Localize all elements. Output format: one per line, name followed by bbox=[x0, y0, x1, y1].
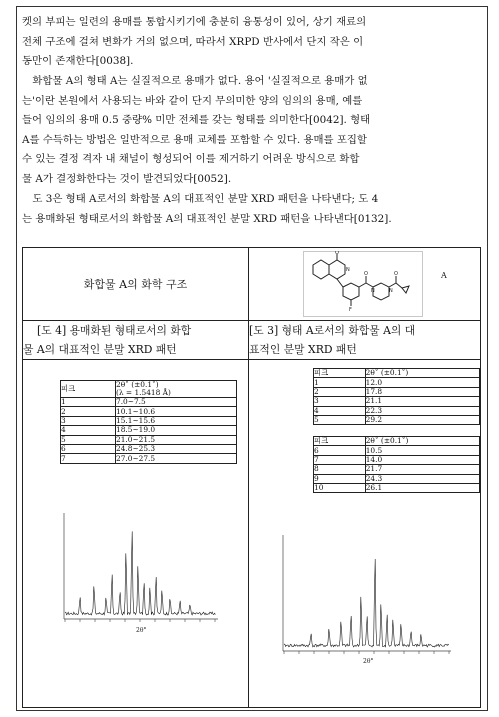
peak-angle: 29.2 bbox=[365, 415, 479, 424]
table-row bbox=[61, 407, 237, 416]
peak-number: 6 bbox=[314, 446, 366, 455]
xrd-axis-label: 2θ° bbox=[136, 627, 147, 634]
table-row bbox=[61, 381, 237, 398]
peak-range: 21.0~21.5 bbox=[116, 435, 237, 444]
peak-number: 8 bbox=[314, 465, 366, 474]
peak-range: 27.0~27.5 bbox=[116, 454, 237, 463]
peak-number: 2 bbox=[61, 407, 116, 416]
structure-marker: A bbox=[441, 271, 447, 280]
table-row bbox=[314, 474, 480, 483]
svg-text:O: O bbox=[394, 271, 398, 277]
fig3-peak-table-2 bbox=[313, 436, 480, 493]
angle-col-header bbox=[116, 381, 237, 398]
angle-col-header-line: 2θ˚ (±0.1˚) bbox=[116, 380, 159, 389]
fig4-header-line: 물 A의 대표적인 분말 XRD 패턴 bbox=[23, 343, 177, 356]
angle-col-header: 2θ˚ (±0.1˚) bbox=[365, 369, 479, 378]
peak-angle: 22.3 bbox=[365, 406, 479, 415]
paragraph-1 bbox=[22, 13, 480, 72]
peak-angle: 12.0 bbox=[365, 378, 479, 387]
peak-angle: 17.8 bbox=[365, 387, 479, 396]
svg-text:O: O bbox=[364, 271, 368, 277]
structure-label-cell bbox=[23, 248, 249, 321]
peak-number: 7 bbox=[61, 454, 116, 463]
peak-range: 18.5~19.0 bbox=[116, 426, 237, 435]
fig4-header-line: [도 4] 용매화된 형태로서의 화합 bbox=[37, 324, 192, 337]
text-line: 켓의 부피는 일련의 용매를 통합시키기에 충분히 융통성이 있어, 상기 재료의 bbox=[22, 16, 367, 28]
table-row bbox=[61, 435, 237, 444]
table-row bbox=[61, 398, 237, 407]
svg-text:N: N bbox=[371, 288, 375, 294]
peak-angle: 26.1 bbox=[365, 483, 479, 492]
peak-angle: 10.5 bbox=[365, 446, 479, 455]
table-row bbox=[61, 454, 237, 463]
table-row bbox=[314, 455, 480, 464]
table-row bbox=[61, 444, 237, 453]
svg-text:N: N bbox=[346, 267, 350, 273]
text-line: 동만이 존재한다[0038]. bbox=[22, 55, 134, 68]
structure-cell bbox=[249, 248, 481, 321]
text-line: 수 있는 결정 격자 내 채널이 형성되어 이를 제거하기 어려운 방식으로 화합 bbox=[22, 153, 360, 166]
peak-range: 24.8~25.3 bbox=[116, 444, 237, 453]
peak-angle: 21.7 bbox=[365, 465, 479, 474]
peak-col-header: 피크 bbox=[314, 437, 366, 446]
paragraph-3 bbox=[22, 190, 480, 229]
peak-col-header: 피크 bbox=[61, 381, 116, 398]
wavelength-line: (λ = 1.5418 Å) bbox=[116, 388, 171, 397]
table-row bbox=[61, 426, 237, 435]
table-row bbox=[61, 416, 237, 425]
peak-range: 15.1~15.6 bbox=[116, 416, 237, 425]
table-row bbox=[314, 406, 480, 415]
text-line: 전체 구조에 걸쳐 변화가 거의 없으며, 따라서 XRPD 반사에서 단지 작은 이 bbox=[22, 35, 364, 48]
angle-col-header: 2θ˚ (±0.1˚) bbox=[365, 437, 479, 446]
text-line: 물 A가 결정화한다는 것이 발견되었다[0052]. bbox=[22, 172, 232, 185]
table-row bbox=[314, 369, 480, 378]
peak-angle: 14.0 bbox=[365, 455, 479, 464]
fig3-header-cell bbox=[249, 321, 481, 360]
table-row bbox=[314, 387, 480, 396]
text-line: A를 수득하는 방법은 일반적으로 용매 교체를 포함할 수 있다. 용매를 포집할 bbox=[22, 133, 367, 146]
peak-angle: 21.1 bbox=[365, 397, 479, 406]
peak-number: 7 bbox=[314, 455, 366, 464]
svg-text:F: F bbox=[349, 307, 352, 313]
peak-number: 4 bbox=[314, 406, 366, 415]
svg-text:O: O bbox=[335, 251, 339, 256]
fig3-peak-table-1 bbox=[313, 368, 480, 425]
peak-number: 3 bbox=[61, 416, 116, 425]
peak-angle: 24.3 bbox=[365, 474, 479, 483]
chemical-structure-image bbox=[303, 251, 423, 317]
fig4-peak-table bbox=[60, 380, 237, 464]
table-row bbox=[314, 397, 480, 406]
paragraph-2 bbox=[22, 72, 480, 190]
fig4-header-cell bbox=[23, 321, 249, 360]
structure-label: 화합물 A의 화학 구조 bbox=[83, 278, 188, 291]
peak-number: 5 bbox=[314, 415, 366, 424]
figure-table bbox=[22, 247, 481, 708]
xrd-axis-label: 2θ° bbox=[363, 658, 374, 665]
fig3-cell bbox=[249, 360, 481, 708]
peak-number: 3 bbox=[314, 397, 366, 406]
peak-range: 7.0~7.5 bbox=[116, 398, 237, 407]
table-row bbox=[314, 446, 480, 455]
peak-number: 9 bbox=[314, 474, 366, 483]
peak-number: 6 bbox=[61, 444, 116, 453]
fig3-xrd-pattern bbox=[271, 529, 455, 666]
peak-number: 5 bbox=[61, 435, 116, 444]
text-line: 들어 임의의 용매 0.5 중량% 미만 전체를 갖는 형태를 의미한다[0042]. 형태 bbox=[22, 114, 371, 127]
text-line: 화합물 A의 형태 A는 실질적으로 용매가 없다. 용어 '실질적으로 용매가 없 bbox=[22, 75, 368, 87]
text-line: 도 3은 형태 A로서의 화합물 A의 대표적인 분말 XRD 패턴을 나타낸다; 도 4 bbox=[22, 193, 379, 205]
svg-text:N: N bbox=[389, 288, 393, 294]
peak-number: 2 bbox=[314, 387, 366, 396]
peak-number: 1 bbox=[61, 398, 116, 407]
table-row bbox=[314, 483, 480, 492]
table-row bbox=[314, 378, 480, 387]
table-row bbox=[314, 437, 480, 446]
text-line: 는 용매화된 형태로서의 화합물 A의 대표적인 분말 XRD 패턴을 나타낸다[0132]. bbox=[22, 212, 392, 225]
peak-col-header: 피크 bbox=[314, 369, 366, 378]
fig3-header-line: 표적인 분말 XRD 패턴 bbox=[249, 343, 357, 356]
peak-number: 10 bbox=[314, 483, 366, 492]
fig4-xrd-pattern bbox=[50, 507, 222, 637]
fig4-cell bbox=[23, 360, 249, 708]
peak-range: 10.1~10.6 bbox=[116, 407, 237, 416]
peak-number: 4 bbox=[61, 426, 116, 435]
peak-number: 1 bbox=[314, 378, 366, 387]
fig3-header-line: [도 3] 형태 A로서의 화합물 A의 대 bbox=[249, 324, 416, 337]
text-line: 는'이란 본원에서 사용되는 바와 같이 단지 무의미한 양의 임의의 용매, 예를 bbox=[22, 94, 363, 107]
table-row bbox=[314, 415, 480, 424]
table-row bbox=[314, 465, 480, 474]
